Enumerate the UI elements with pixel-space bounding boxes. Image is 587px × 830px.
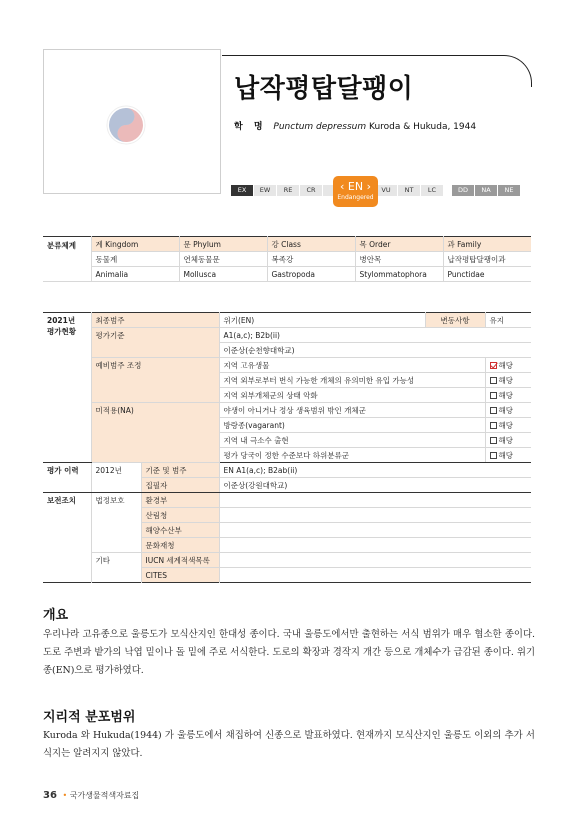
taxonomy-cell: Animalia [91,267,179,282]
checked-box-icon[interactable] [490,362,497,369]
category-vu: VU [375,185,398,196]
legal-value [219,493,531,508]
prelim-item: 지역 외부개체군의 상태 악화 [219,388,485,403]
taxonomy-header: 문 Phylum [179,237,267,252]
taxonomy-cell: Punctidae [443,267,531,282]
species-name: Punctum depressum [273,122,367,132]
status-row [43,358,531,373]
category-ex: EX [231,185,254,196]
status-2021-label: 2021년 평가현황 [43,313,91,463]
status-row [43,403,531,418]
legal-value [219,538,531,553]
category-re: RE [277,185,300,196]
protect-row [43,493,531,508]
taxonomy-label: 분류체계 [43,237,91,282]
government-emblem-logo [105,104,147,146]
na-label: 미적용(NA) [91,403,219,463]
current-category-badge [333,176,378,207]
final-category-label: 최종범주 [91,313,219,328]
checkbox-icon[interactable] [490,452,497,459]
legal-value [219,508,531,523]
species-author: Kuroda & Hukuda, 1944 [368,122,477,132]
history-cat-label: 기준 및 범주 [141,463,219,478]
protect-row [43,553,531,568]
prelim-checkbox[interactable]: 해당 [485,358,531,373]
page-footer [43,790,139,801]
taxonomy-cell: 연체동물문 [179,252,267,267]
history-label: 평가 이력 [43,463,91,493]
assessor-value: 이준상(순천향대학교) [219,343,531,358]
overview-text: 우리나라 고유종으로 울릉도가 모식산지인 한대성 종이다. 국내 울릉도에서만 출현하는 서식 범위가 매우 협소한 종이다. 도로 주변과 밭가의 낙엽 밑이나 돌 밑에 주로 서식한다. 도로의 확장과 경작지 개간 등으로 개체수가 급감된 종이다. 위기종(EN)으로 평가하였다. [43,629,535,676]
footer-title: 국가생물적색자료집 [69,791,140,800]
category-ew: EW [254,185,277,196]
na-item: 방랑종(vagarant) [219,418,485,433]
legal-value [219,523,531,538]
taxonomy-cell: 복족강 [267,252,355,267]
taxonomy-header: 계 Kingdom [91,237,179,252]
checkbox-icon[interactable] [490,437,497,444]
taxonomy-table [43,236,531,282]
taxonomy-latin-row [43,267,531,282]
taxonomy-header: 목 Order [355,237,443,252]
prelim-checkbox[interactable]: 해당 [485,388,531,403]
taxonomy-cell: 병안목 [355,252,443,267]
category-na: NA [475,185,498,196]
history-row [43,463,531,478]
legal-item: 문화재청 [141,538,219,553]
prelim-item: 지역 고유생물 [219,358,485,373]
checkbox-icon[interactable] [490,407,497,414]
status-table [43,312,531,583]
category-nt: NT [398,185,421,196]
na-checkbox[interactable]: 해당 [485,418,531,433]
na-item: 지역 내 극소수 출현 [219,433,485,448]
legal-label: 법정보호 [91,493,141,553]
species-title: 납작평탑달팽이 [234,74,414,104]
taxonomy-header-row [43,237,531,252]
legal-item: 산림청 [141,508,219,523]
na-item: 평가 당국이 정한 수준보다 하위분류군 [219,448,485,463]
overview-heading: 개요 [43,608,69,623]
na-checkbox[interactable]: 해당 [485,433,531,448]
category-cr: CR [300,185,323,196]
change-value: 유지 [485,313,531,328]
other-item: CITES [141,568,219,583]
footer-dot: • [62,791,68,800]
distribution-text: Kuroda 와 Hukuda(1944) 가 울릉도에서 채집하여 신종으로 발표하였다. 현재까지 모식산지인 울릉도 이외의 추가 서식지는 알려지지 않았다. [43,730,535,759]
other-value [219,553,531,568]
other-value [219,568,531,583]
checkbox-icon[interactable] [490,422,497,429]
taxonomy-cell: Stylommatophora [355,267,443,282]
change-label: 변동사항 [425,313,485,328]
criteria-label: 평가기준 [91,328,219,358]
history-exec-label: 집필자 [141,478,219,493]
checkbox-icon[interactable] [490,392,497,399]
page-number: 36 [43,790,57,801]
category-gap [444,185,452,196]
category-dd: DD [452,185,475,196]
checkbox-icon[interactable] [490,377,497,384]
status-row [43,313,531,328]
history-year: 2012년 [91,463,141,493]
category-ne: NE [498,185,521,196]
history-cat-value: EN A1(a,c); B2ab(ii) [219,463,531,478]
protect-label: 보전조치 [47,496,76,505]
category-lc: LC [421,185,444,196]
na-checkbox[interactable]: 해당 [485,403,531,418]
other-item: IUCN 세계적색목록 [141,553,219,568]
taxonomy-korean-row [43,252,531,267]
prelim-item: 지역 외부로부터 번식 가능한 개체의 유의미한 유입 가능성 [219,373,485,388]
na-item: 야생이 아니거나 정상 생육범위 밖인 개체군 [219,403,485,418]
legal-item: 해양수산부 [141,523,219,538]
current-category-name: Endangered [337,194,374,201]
status-row [43,328,531,343]
final-category-value: 위기(EN) [219,313,425,328]
taxonomy-cell: 납작평탑달팽이과 [443,252,531,267]
taxonomy-header: 강 Class [267,237,355,252]
distribution-heading: 지리적 분포범위 [43,710,136,725]
criteria-value: A1(a,c); B2b(ii) [219,328,531,343]
taxonomy-header: 과 Family [443,237,531,252]
current-category-code: ‹ EN › [340,180,371,193]
scientific-name-label: 학 명 [234,122,267,132]
prelim-checkbox[interactable]: 해당 [485,373,531,388]
taxonomy-cell: Mollusca [179,267,267,282]
other-label: 기타 [91,553,141,583]
na-checkbox[interactable]: 해당 [485,448,531,463]
legal-item: 환경부 [141,493,219,508]
taxonomy-cell: Gastropoda [267,267,355,282]
taxonomy-cell: 동물계 [91,252,179,267]
history-exec-value: 이준상(강원대학교) [219,478,531,493]
prelim-label: 예비범주 조정 [91,358,219,403]
scientific-name [234,119,476,132]
